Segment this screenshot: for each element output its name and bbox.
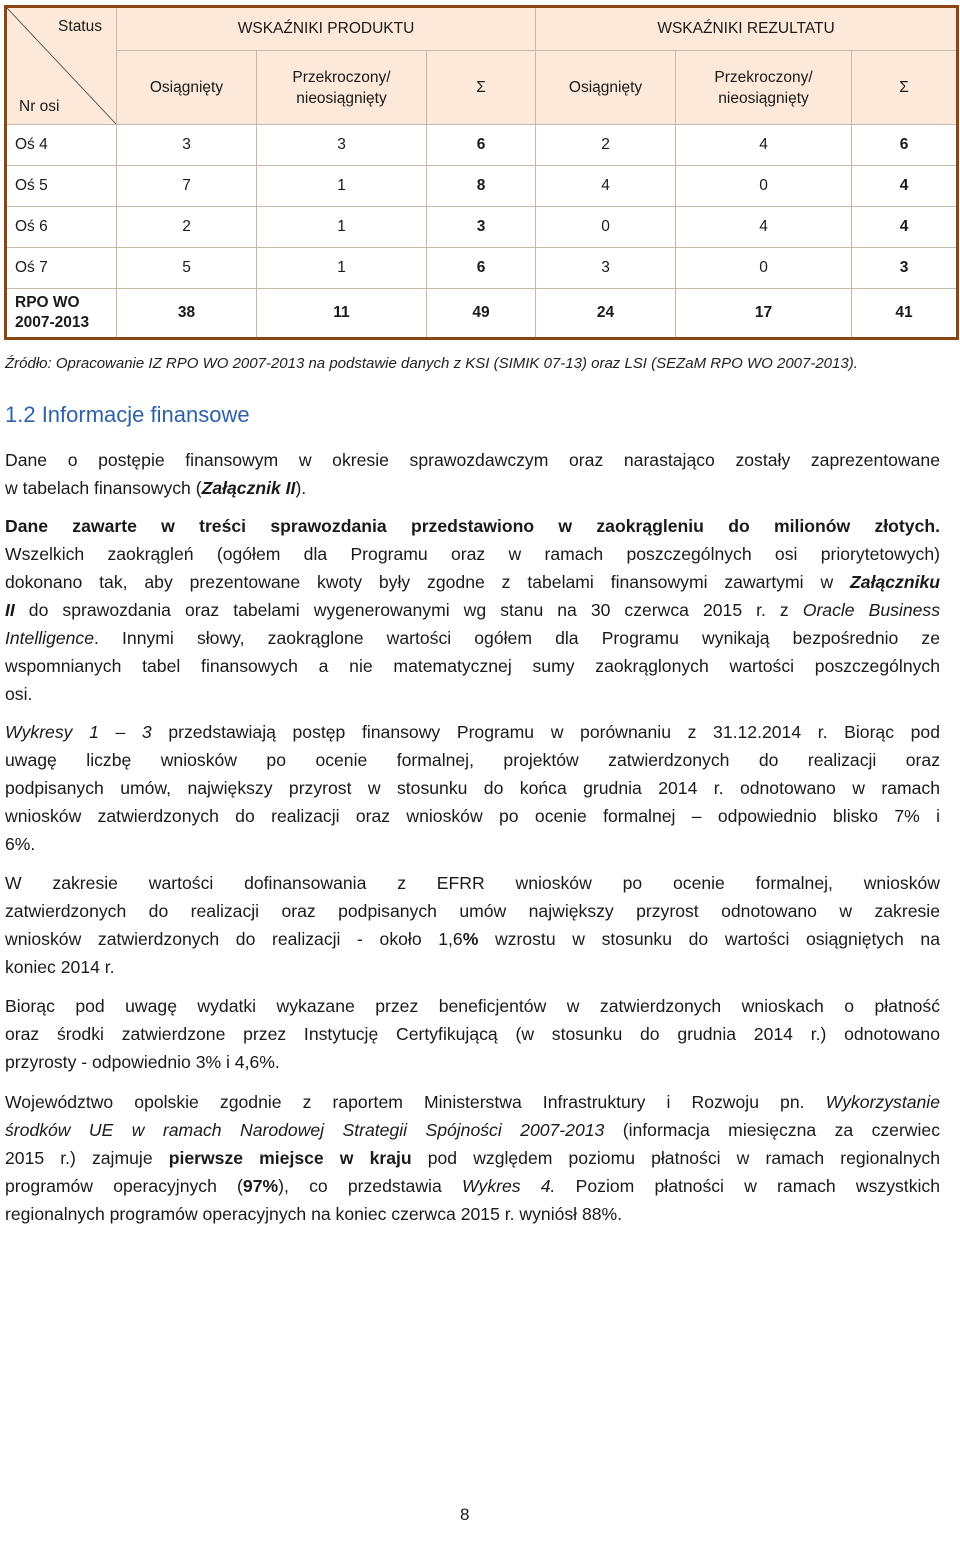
table-row <box>6 125 958 166</box>
paragraph-6: Województwo opolskie zgodnie z raportem Ministerstwa Infrastruktury i Rozwoju pn. Wykorzystanie środków UE w ramach Narodowej Strategii Spójności 2007-2013 (informacja miesięczna za czerwiec 2015 r.) zajmuje pierwsze miejsce w kraju pod względem poziomu płatności w ramach regionalnych programów operacyjnych (97%), co przedstawia Wykres 4. Poziom płatności w ramach wszystkich regionalnych programów operacyjnych na koniec czerwca 2015 r. wyniósł 88%. <box>5 1092 941 1224</box>
cell: 7 <box>117 166 257 207</box>
product-sum-header: Σ <box>427 51 536 125</box>
paragraph-3: Wykresy 1 – 3 przedstawiają postęp finansowy Programu w porównaniu z 31.12.2014 r. Biorąc pod uwagę liczbę wniosków po ocenie formalnej, projektów zatwierdzonych do realizacji oraz podpisanych umów, największy przyrost w stosunku do końca grudnia 2014 r. odnotowano w ramach wniosków zatwierdzonych do realizacji oraz wniosków po ocenie formalnej – odpowiednio blisko 7% i 6%. <box>5 722 940 854</box>
product-exceeded-header: Przekroczony/ nieosiągnięty <box>257 51 427 125</box>
cell: 4 <box>852 166 958 207</box>
row-label: Oś 4 <box>6 125 117 166</box>
paragraph-1: Dane o postępie finansowym w okresie sprawozdawczym oraz narastająco zostały zaprezentowane w tabelach finansowych (Załącznik II). <box>5 450 940 498</box>
cell: 11 <box>257 289 427 339</box>
cell: 17 <box>676 289 852 339</box>
paragraph-2: Dane zawarte w treści sprawozdania przedstawiono w zaokrągleniu do milionów złotych. Wszelkich zaokrągleń (ogółem dla Programu oraz w ramach poszczególnych osi priorytetowych) dokonano tak, aby prezentowane kwoty były zgodne z tabelami finansowymi zawartymi w Załączniku II do sprawozdania oraz tabelami wygenerowanymi wg stanu na 30 czerwca 2015 r. z Oracle Business Intelligence. Innymi słowy, zaokrąglone wartości ogółem dla Programu wynikają bezpośrednio ze wspomnianych tabel finansowych a nie matematycznej sumy zaokrąglonych wartości poszczególnych osi. <box>5 516 940 704</box>
cell: 3 <box>536 248 676 289</box>
cell: 0 <box>676 166 852 207</box>
cell: 0 <box>676 248 852 289</box>
cell: 6 <box>427 248 536 289</box>
row-label: RPO WO 2007-2013 <box>6 289 117 339</box>
result-achieved-header: Osiągnięty <box>536 51 676 125</box>
cell: 1 <box>257 166 427 207</box>
table-source-note: Źródło: Opracowanie IZ RPO WO 2007-2013 na podstawie danych z KSI (SIMIK 07-13) oraz LSI (SEZaM RPO WO 2007-2013). <box>5 355 858 372</box>
paragraph-4: W zakresie wartości dofinansowania z EFRR wniosków po ocenie formalnej, wniosków zatwierdzonych do realizacji oraz podpisanych umów największy przyrost odnotowano w zakresie wniosków zatwierdzonych do realizacji - około 1,6% wzrostu w stosunku do wartości osiągniętych na koniec 2014 r. <box>5 873 940 977</box>
indicators-table <box>4 5 959 340</box>
row-label: Oś 6 <box>6 207 117 248</box>
cell: 6 <box>852 125 958 166</box>
cell: 0 <box>536 207 676 248</box>
cell: 3 <box>427 207 536 248</box>
paragraph-5: Biorąc pod uwagę wydatki wykazane przez beneficjentów w zatwierdzonych wnioskach o płatność oraz środki zatwierdzone przez Instytucję Certyfikującą (w stosunku do grudnia 2014 r.) odnotowano przyrosty - odpowiednio 3% i 4,6%. <box>5 996 940 1072</box>
page-number: 8 <box>460 1505 470 1524</box>
cell: 4 <box>852 207 958 248</box>
table-row <box>6 207 958 248</box>
section-heading: 1.2 Informacje finansowe <box>5 402 250 427</box>
row-label: Oś 5 <box>6 166 117 207</box>
product-indicators-header: WSKAŹNIKI PRODUKTU <box>117 7 536 51</box>
cell: 38 <box>117 289 257 339</box>
cell: 24 <box>536 289 676 339</box>
cell: 3 <box>117 125 257 166</box>
product-achieved-header: Osiągnięty <box>117 51 257 125</box>
corner-axis-label: Nr osi <box>19 98 60 115</box>
cell: 1 <box>257 248 427 289</box>
cell: 6 <box>427 125 536 166</box>
result-exceeded-header: Przekroczony/ nieosiągnięty <box>676 51 852 125</box>
table-row <box>6 248 958 289</box>
cell: 49 <box>427 289 536 339</box>
cell: 2 <box>536 125 676 166</box>
result-indicators-header: WSKAŹNIKI REZULTATU <box>536 7 958 51</box>
table-corner-cell <box>6 7 117 125</box>
cell: 8 <box>427 166 536 207</box>
cell: 5 <box>117 248 257 289</box>
result-sum-header: Σ <box>852 51 958 125</box>
cell: 4 <box>676 125 852 166</box>
cell: 4 <box>676 207 852 248</box>
cell: 41 <box>852 289 958 339</box>
corner-status-label: Status <box>58 18 102 35</box>
row-label: Oś 7 <box>6 248 117 289</box>
cell: 1 <box>257 207 427 248</box>
table-total-row <box>6 289 958 339</box>
cell: 4 <box>536 166 676 207</box>
cell: 3 <box>852 248 958 289</box>
cell: 2 <box>117 207 257 248</box>
cell: 3 <box>257 125 427 166</box>
table-row <box>6 166 958 207</box>
